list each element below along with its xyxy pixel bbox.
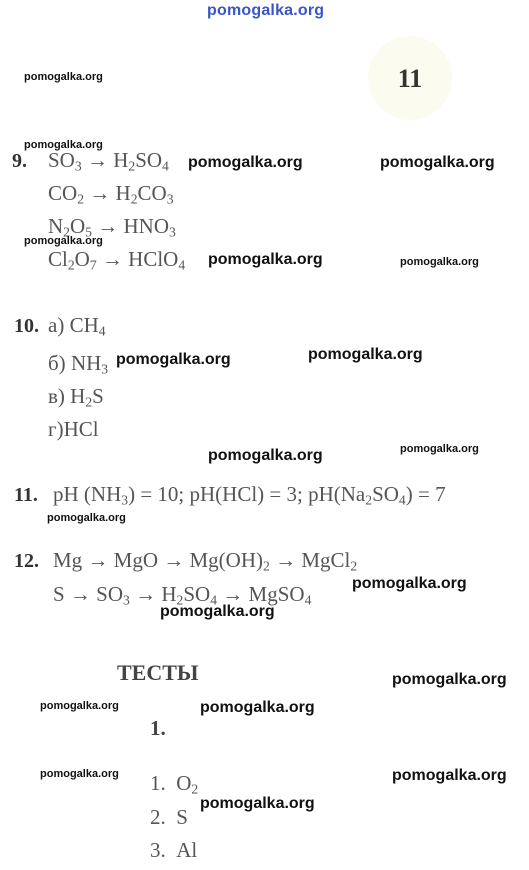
watermark-12: pomogalka.org (47, 512, 126, 524)
tests-heading: ТЕСТЫ (117, 660, 199, 685)
task-12-line-2: $S \to SO_3 \to H_2SO_4$ → MgSO$_4$ (53, 582, 312, 608)
task-10-item-c: в) $H_2S$ (48, 384, 104, 410)
tests-answer-2: 2. S (150, 805, 188, 829)
task-9-line-2: $CO_2 \to H_2CO_3$ (48, 181, 174, 207)
watermark-13: pomogalka.org (352, 575, 467, 592)
watermark-19: pomogalka.org (392, 767, 507, 784)
watermark-2: pomogalka.org (24, 139, 103, 151)
watermark-17: pomogalka.org (200, 699, 315, 716)
task-12-number: 12. (14, 550, 39, 572)
task-9-number: 9. (12, 150, 27, 172)
watermark-7: pomogalka.org (400, 256, 479, 268)
watermark-5: pomogalka.org (24, 235, 103, 247)
watermark-14: pomogalka.org (160, 603, 275, 620)
watermark-10: pomogalka.org (208, 447, 323, 464)
watermark-6: pomogalka.org (208, 251, 323, 268)
task-9-line-1: $SO_3 \to H_2SO_4$ (48, 148, 169, 174)
watermark-3: pomogalka.org (188, 154, 303, 171)
task-11-number: 11. (14, 484, 38, 506)
tests-answer-3: 3. Al (150, 838, 198, 862)
task-12-line-1: Mg → MgO → $Mg(OH)_2$ → MgCl$_2$ (53, 548, 358, 574)
watermark-15: pomogalka.org (392, 671, 507, 688)
task-10-item-a: а) $CH_4$ (48, 313, 106, 339)
watermark-11: pomogalka.org (400, 443, 479, 455)
tests-question-number: 1. (150, 716, 166, 740)
watermark-9: pomogalka.org (308, 346, 423, 363)
top-watermark: pomogalka.org (207, 2, 325, 19)
tests-answer-1: 1. $O_2$ (150, 771, 199, 797)
page-number-badge (368, 36, 452, 120)
watermark-4: pomogalka.org (380, 154, 495, 171)
watermark-1: pomogalka.org (24, 71, 103, 83)
watermark-18: pomogalka.org (40, 768, 119, 780)
page-number: 11 (397, 64, 423, 93)
watermark-8: pomogalka.org (116, 351, 231, 368)
task-9-line-3: $N_2O_5 \to HNO_3$ (48, 214, 176, 240)
task-10-item-d: г)HCl (48, 417, 99, 441)
task-9-line-4: $Cl_2O_7$ → HClO$_4$ (48, 247, 186, 273)
task-10-number: 10. (14, 315, 39, 337)
task-10-item-b: б) $NH_3$ (48, 351, 109, 377)
watermark-16: pomogalka.org (40, 700, 119, 712)
task-11-text: pH $(NH_3) = 10$; pH(HCl) = 3; $pH(Na_2SO_4) = 7$ (53, 482, 446, 508)
watermark-20: pomogalka.org (200, 795, 315, 812)
